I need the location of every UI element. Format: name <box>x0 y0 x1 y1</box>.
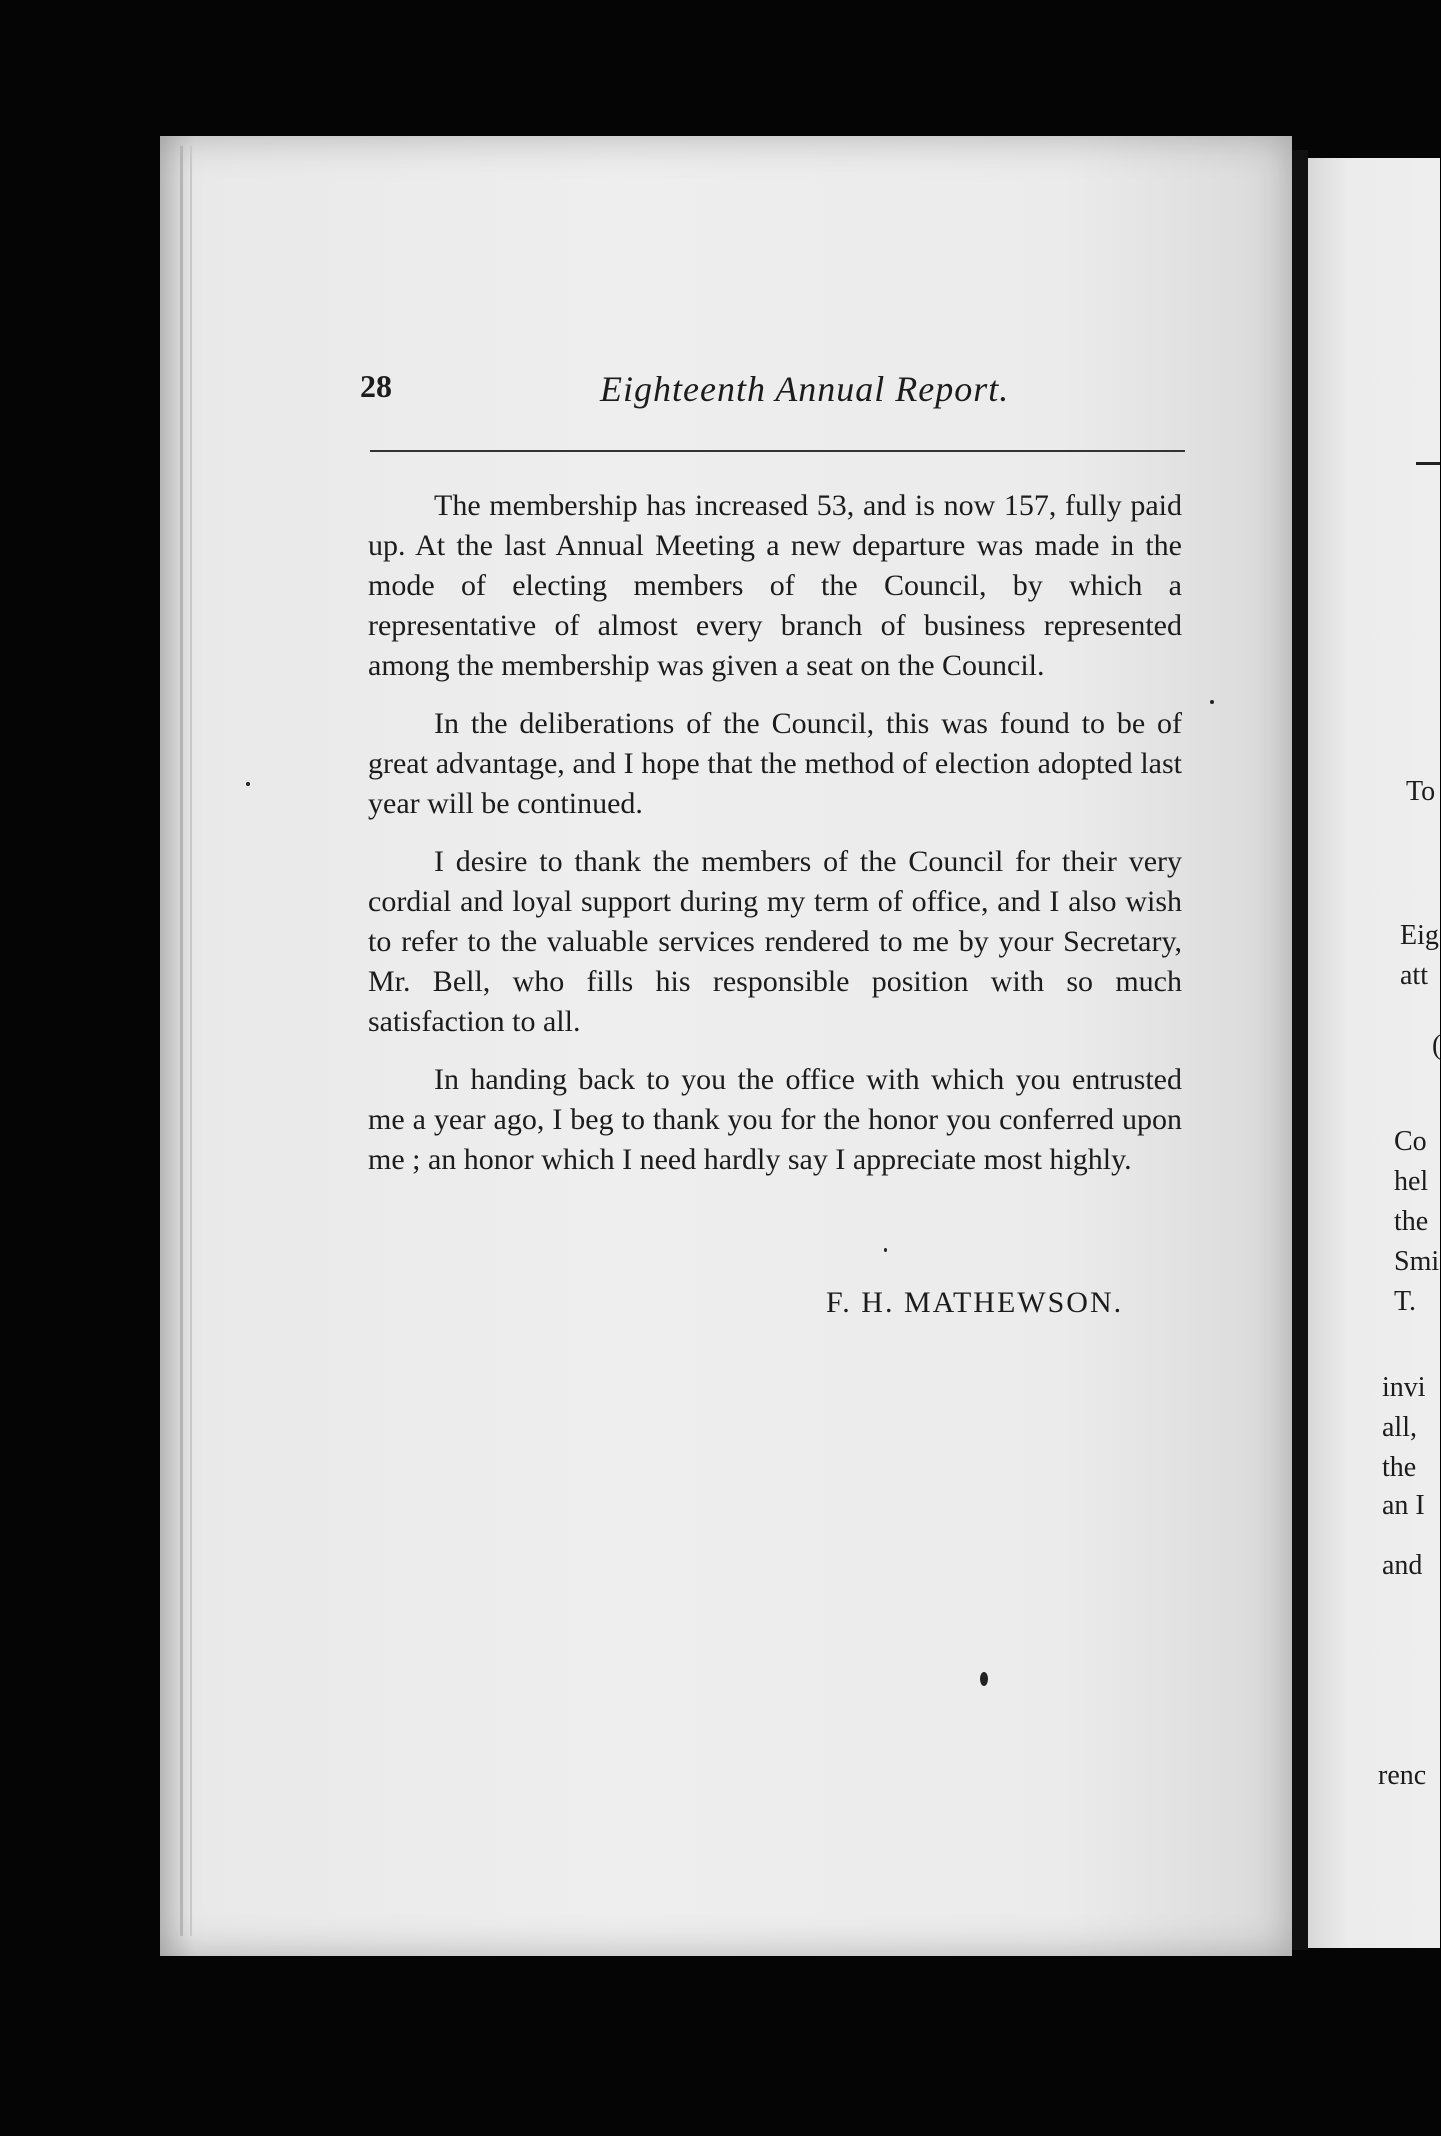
adjacent-page-fragment: ( <box>1432 1030 1441 1061</box>
ink-speck <box>884 1248 887 1252</box>
adjacent-page-fragment: Co <box>1394 1126 1427 1157</box>
paragraph-deliberations: In the deliberations of the Council, this was found to be of great advantage, and I hope that the method of election adopted last year will be continued. <box>368 707 1182 820</box>
page-edge-line <box>180 146 183 1936</box>
adjacent-page-fragment: all, <box>1382 1412 1417 1443</box>
page-number: 28 <box>360 368 392 404</box>
report-body <box>368 486 1182 1198</box>
ink-speck <box>980 1672 988 1686</box>
page-edge-line <box>190 146 192 1936</box>
adjacent-page-fragment: the <box>1394 1206 1429 1237</box>
adjacent-page-fragment: Eig <box>1400 920 1439 951</box>
book-gutter <box>1292 150 1308 1950</box>
adjacent-page-fragment: Smi <box>1394 1246 1440 1277</box>
adjacent-page-fragment: T. <box>1394 1286 1417 1317</box>
adjacent-page-fragment: invi <box>1382 1372 1426 1403</box>
running-title: Eighteenth Annual Report. <box>600 369 1010 409</box>
paragraph-closing: In handing back to you the office with which you entrusted me a year ago, I beg to thank you for the honor you conferred upon me ; an honor which I need hardly say I appreciate most highly. <box>368 1063 1182 1176</box>
right-page <box>1308 158 1440 1948</box>
adjacent-page-fragment: hel <box>1394 1166 1429 1197</box>
adjacent-page-fragment: To <box>1406 776 1436 807</box>
paragraph-membership: The membership has increased 53, and is now 157, fully paid up. At the last Annual Meeting a new departure was made in the mode of electing members of the Council, by which a representative of almost every branch of business represented among the membership was given a seat on the Council. <box>368 489 1182 682</box>
adjacent-page-fragment: and <box>1382 1550 1423 1581</box>
running-head <box>360 368 1180 418</box>
signature: F. H. MATHEWSON. <box>826 1286 1124 1319</box>
adjacent-page-fragment: renc <box>1378 1760 1427 1791</box>
adjacent-page-fragment: att <box>1400 960 1428 991</box>
adjacent-page-fragment: an I <box>1382 1490 1425 1521</box>
ink-speck <box>1210 700 1214 704</box>
ink-speck <box>246 782 250 786</box>
header-rule <box>370 450 1185 452</box>
adjacent-page-fragment: the <box>1382 1452 1417 1483</box>
paragraph-thanks: I desire to thank the members of the Council for their very cordial and loyal support during my term of office, and I also wish to refer to the valuable services rendered to me by your Secretary, Mr. Bell, who fills his responsible position with so much satisfaction to all. <box>368 845 1182 1038</box>
adjacent-page-rule <box>1416 462 1440 465</box>
